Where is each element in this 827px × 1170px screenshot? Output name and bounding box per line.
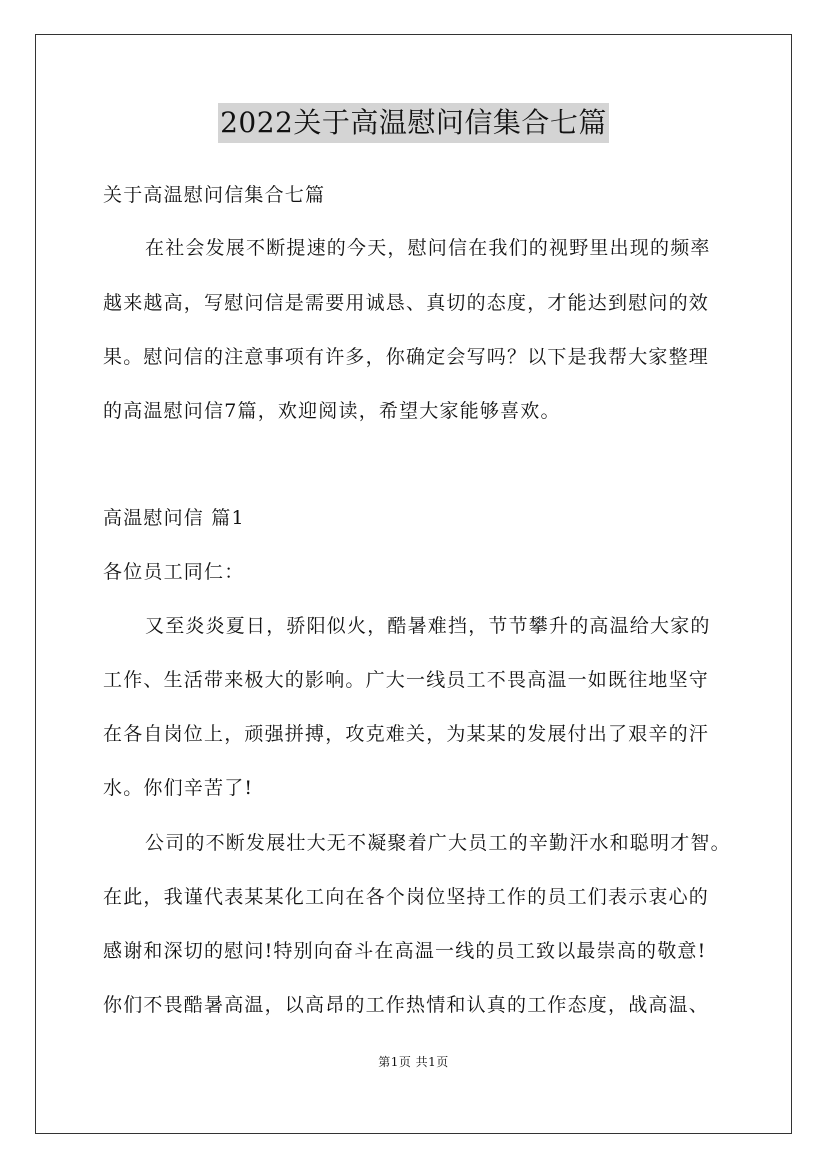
body-line: 在各自岗位上，顽强拼搏，攻克难关，为某某的发展付出了艰辛的汗 bbox=[103, 723, 710, 745]
intro-line: 越来越高，写慰问信是需要用诚恳、真切的态度，才能达到慰问的效 bbox=[103, 292, 710, 314]
body-line: 又至炎炎夏日，骄阳似火，酷暑难挡，节节攀升的高温给大家的 bbox=[145, 615, 711, 637]
body-line: 在此，我谨代表某某化工向在各个岗位坚持工作的员工们表示衷心的 bbox=[103, 886, 710, 908]
section-heading: 高温慰问信 篇1 bbox=[103, 507, 245, 529]
body-line: 你们不畏酷暑高温，以高昂的工作热情和认真的工作态度，战高温、 bbox=[103, 994, 710, 1016]
body-line: 水。你们辛苦了! bbox=[103, 777, 254, 799]
body-line: 感谢和深切的慰问!特别向奋斗在高温一线的员工致以最崇高的敬意! bbox=[103, 940, 707, 962]
document-subtitle: 关于高温慰问信集合七篇 bbox=[103, 184, 326, 206]
salutation: 各位员工同仁： bbox=[103, 561, 245, 583]
intro-line: 果。慰问信的注意事项有许多，你确定会写吗？以下是我帮大家整理 bbox=[103, 346, 710, 368]
title-container bbox=[0, 103, 827, 143]
page-footer: 第1页 共1页 bbox=[378, 1055, 449, 1069]
document-title: 2022关于高温慰问信集合七篇 bbox=[218, 103, 609, 143]
intro-line: 在社会发展不断提速的今天，慰问信在我们的视野里出现的频率 bbox=[145, 237, 711, 259]
body-line: 公司的不断发展壮大无不凝聚着广大员工的辛勤汗水和聪明才智。 bbox=[145, 832, 731, 854]
intro-line: 的高温慰问信7篇，欢迎阅读，希望大家能够喜欢。 bbox=[103, 400, 561, 422]
body-line: 工作、生活带来极大的影响。广大一线员工不畏高温一如既往地坚守 bbox=[103, 669, 710, 691]
